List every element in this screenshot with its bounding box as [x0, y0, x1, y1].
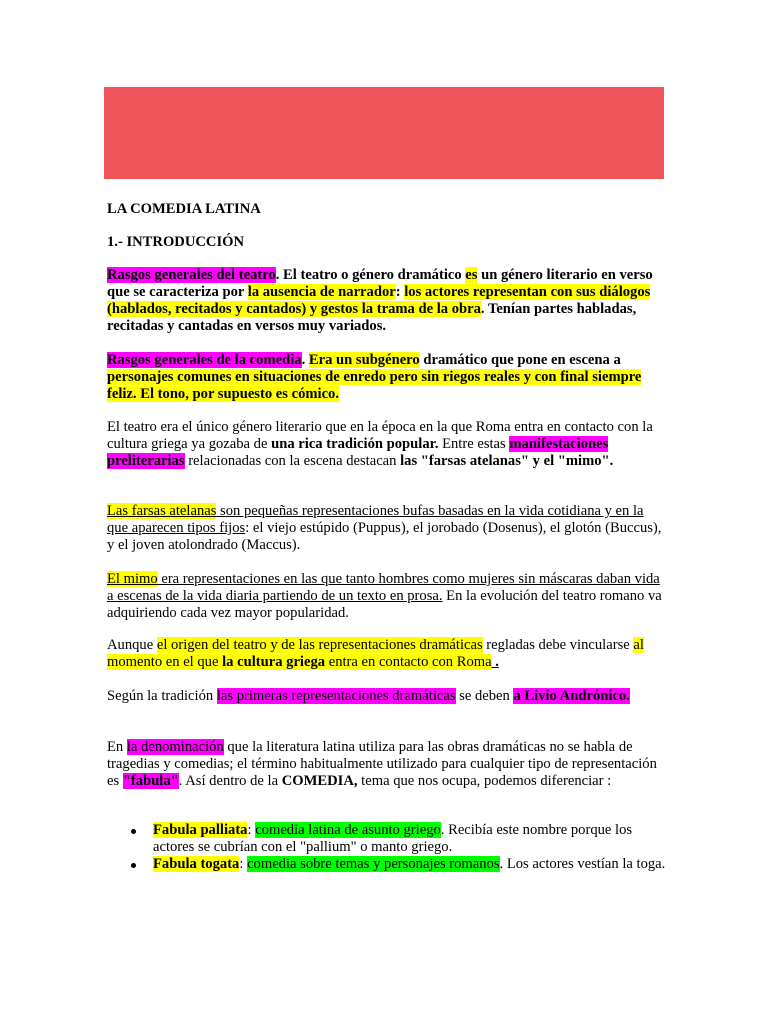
- paragraph-tradicion: El teatro era el único género literario que en la época en la que Roma entra en contacto con la cultura griega ya gozaba de una rica tradición popular. Entre estas manifestaciones preliterarias relacionadas con la escena destacan las "farsas atelanas" y el "mimo".: [107, 419, 653, 469]
- highlight-yellow: es: [465, 267, 478, 283]
- document-title: LA COMEDIA LATINA: [107, 201, 261, 217]
- highlight-yellow: entra en contacto con Roma: [325, 654, 492, 670]
- highlight-magenta: Rasgos generales del teatro: [107, 267, 276, 283]
- highlight-magenta: "fabula": [122, 773, 179, 789]
- bullet-icon: [131, 863, 136, 868]
- highlight-yellow: Las farsas atelanas: [107, 503, 217, 519]
- highlight-yellow: El mimo: [107, 571, 158, 587]
- header-banner: [104, 87, 664, 179]
- highlight-green: comedia sobre temas y personajes romanos: [247, 856, 500, 872]
- highlight-magenta: a Livio Andrónico.: [513, 688, 630, 704]
- highlight-yellow: el origen del teatro y de las representaciones dramáticas: [156, 637, 483, 653]
- list-item: Fabula togata: comedia sobre temas y personajes romanos. Los actores vestían la toga.: [107, 856, 667, 873]
- paragraph-denominacion: En la denominación que la literatura latina utiliza para las obras dramáticas no se habla de tragedias y comedias; el término habitualmente utilizado para cualquier tipo de representación es "fabula". Así dentro de la COMEDIA, tema que nos ocupa, podemos diferenciar :: [107, 739, 657, 789]
- paragraph-livio: Según la tradición las primeras representaciones dramáticas se deben a Livio Andrónico.: [107, 688, 630, 704]
- highlight-yellow: personajes comunes en situaciones de enredo pero sin riegos reales y con final siempre feliz. El tono, por supuesto es cómico.: [107, 369, 642, 402]
- highlight-magenta: Rasgos generales de la comedia: [107, 352, 302, 368]
- highlight-yellow: la cultura griega: [222, 654, 326, 670]
- highlight-yellow: los actores representan con sus diálogos (hablados, recitados y cantados) y gestos la trama de la obra: [107, 284, 651, 317]
- highlight-yellow: Fabula palliata: [153, 822, 248, 838]
- bullet-icon: [131, 829, 136, 834]
- highlight-magenta: la denominación: [126, 739, 224, 755]
- highlight-yellow: al momento en el que: [107, 637, 644, 670]
- paragraph-mimo: El mimo era representaciones en las que tanto hombres como mujeres sin máscaras daban vida a escenas de la vida diaria partiendo de un texto en prosa. En la evolución del teatro romano va adquiriendo cada vez mayor popularidad.: [107, 571, 662, 621]
- section-heading: 1.- INTRODUCCIÓN: [107, 234, 245, 250]
- highlight-magenta: las primeras representaciones dramáticas: [216, 688, 456, 704]
- paragraph-origen: Aunque el origen del teatro y de las representaciones dramáticas regladas debe vincularse al momento en el que la cultura griega entra en contacto con Roma .: [107, 637, 644, 670]
- paragraph-atelanas: Las farsas atelanas son pequeñas representaciones bufas basadas en la vida cotidiana y en la que aparecen tipos fijos: el viejo estúpido (Puppus), el jorobado (Dosenus), el glotón (Buccus), y el joven atolondrado (Maccus).: [107, 503, 662, 553]
- fabula-list: [107, 822, 667, 873]
- paragraph-comedia: Rasgos generales de la comedia. Era un subgénero dramático que pone en escena a personajes comunes en situaciones de enredo pero sin riegos reales y con final siempre feliz. El tono, por supuesto es cómico.: [107, 352, 642, 402]
- paragraph-teatro: Rasgos generales del teatro. El teatro o género dramático es un género literario en verso que se caracteriza por la ausencia de narrador: los actores representan con sus diálogos (hablados, recitados y cantados) y gestos la trama de la obra. Tenían partes habladas, recitadas y cantadas en versos muy variados.: [107, 267, 653, 334]
- highlight-green: comedia latina de asunto griego: [255, 822, 441, 838]
- highlight-yellow: Era un subgénero: [308, 352, 420, 368]
- highlight-magenta: manifestaciones preliterarias: [107, 436, 609, 469]
- list-item: Fabula palliata: comedia latina de asunto griego. Recibía este nombre porque los actores se cubrían con el "pallium" o manto griego.: [107, 822, 667, 856]
- highlight-yellow: Fabula togata: [153, 856, 240, 872]
- highlight-yellow: la ausencia de narrador: [247, 284, 396, 300]
